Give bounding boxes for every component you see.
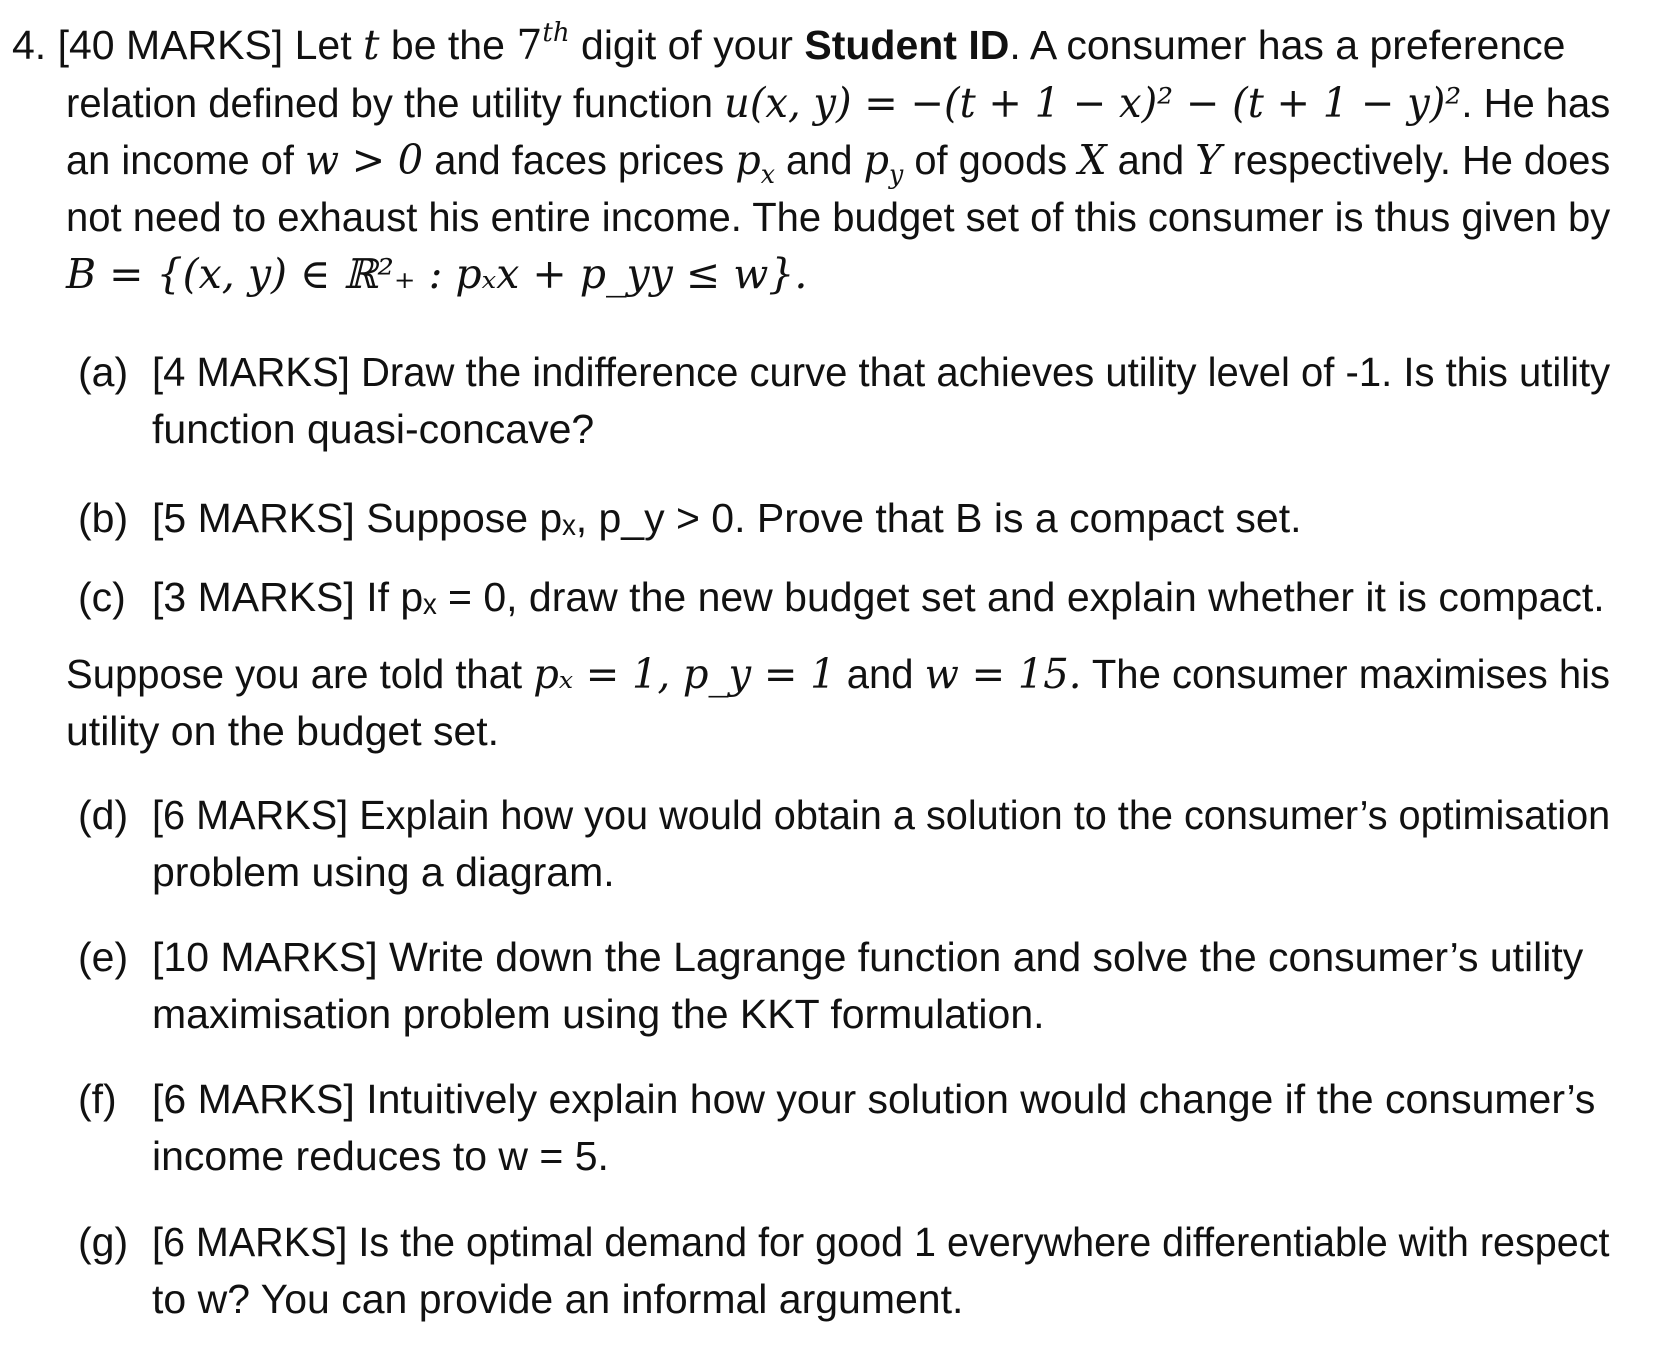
- math-variable: Y: [1195, 136, 1222, 184]
- math-variable: X: [1078, 136, 1107, 184]
- part-a-text: Draw the indifference curve that achieves utility level of -1. Is this utility: [361, 349, 1611, 395]
- math-expression: w > 0: [305, 136, 424, 184]
- part-c-label: (c): [78, 574, 126, 620]
- part-e-line-1: [152, 926, 1583, 988]
- part-g-marks: [6 MARKS]: [152, 1219, 348, 1265]
- part-d-marks: [6 MARKS]: [152, 792, 349, 838]
- part-e-label: (e): [78, 934, 129, 980]
- part-c-marks: [3 MARKS]: [152, 574, 355, 620]
- utility-function: u(x, y) = −(t + 1 − x)² − (t + 1 − y)²: [724, 79, 1462, 127]
- part-f-line-2: [152, 1125, 609, 1187]
- intro-text: an income of: [66, 137, 294, 183]
- part-g-text: Is the optimal demand for good 1 everywhere differentiable with respect: [358, 1219, 1610, 1265]
- part-e-text: Write down the Lagrange function and solve the consumer’s utility: [389, 934, 1584, 980]
- part-b-line-1: [152, 487, 1302, 549]
- part-a-line-2: [152, 398, 594, 460]
- intro-text: respectively. He does: [1232, 137, 1611, 183]
- part-c-line-1: [152, 566, 1605, 628]
- middle-line-1: [66, 643, 1610, 705]
- part-e-marks: [10 MARKS]: [152, 934, 378, 980]
- intro-text: . He has: [1461, 80, 1611, 126]
- part-b-text: Suppose pₓ, p_y > 0. Prove that B is a compact set.: [366, 495, 1302, 541]
- part-e-text: maximisation problem using the KKT formulation.: [152, 991, 1045, 1037]
- part-f-label: (f): [78, 1076, 117, 1122]
- part-d-label: (d): [78, 792, 129, 838]
- part-f-line-1: [152, 1068, 1595, 1130]
- part-d-line-1: [152, 784, 1610, 846]
- intro-text: not need to exhaust his entire income. The budget set of this consumer is thus given by: [66, 194, 1611, 240]
- intro-text: and: [1117, 137, 1185, 183]
- intro-text: relation defined by the utility function: [66, 80, 713, 126]
- math-expression: $p_x$: [735, 136, 775, 190]
- part-f-text: income reduces to w = 5.: [152, 1133, 609, 1179]
- intro-text: Let: [294, 22, 352, 68]
- middle-text: and: [846, 651, 914, 697]
- math-expression: w = 15.: [924, 650, 1082, 698]
- part-a-line-1: [152, 341, 1610, 403]
- part-f-marks: [6 MARKS]: [152, 1076, 355, 1122]
- intro-text: of goods: [914, 137, 1068, 183]
- middle-text: The consumer maximises his: [1091, 651, 1611, 697]
- part-g-label: (g): [78, 1219, 129, 1265]
- part-f-text: Intuitively explain how your solution would change if the consumer’s: [366, 1076, 1596, 1122]
- part-a-text: function quasi-concave?: [152, 406, 595, 452]
- student-id-label: Student ID: [804, 22, 1010, 68]
- intro-text: . A consumer has a preference: [1009, 22, 1566, 68]
- intro-text: and: [786, 137, 853, 183]
- budget-set-definition: B = {(x, y) ∈ ℝ²₊ : pₓx + p_yy ≤ w}.: [66, 250, 808, 298]
- intro-text: be the: [390, 22, 505, 68]
- intro-text: digit of your: [581, 22, 793, 68]
- part-a-label: (a): [78, 349, 129, 395]
- math-expression: $p_y$: [863, 136, 904, 190]
- middle-text: utility on the budget set.: [66, 708, 500, 754]
- math-variable: t: [363, 21, 380, 69]
- intro-text: and faces prices: [434, 137, 725, 183]
- part-d-text: problem using a diagram.: [152, 849, 615, 895]
- intro-line-2: [66, 72, 1610, 134]
- math-expression: pₓ = 1, p_y = 1: [533, 650, 836, 698]
- part-e-line-2: [152, 983, 1045, 1045]
- part-c-text: If pₓ = 0, draw the new budget set and explain whether it is compact.: [366, 574, 1605, 620]
- part-g-text: to w? You can provide an informal argument.: [152, 1276, 964, 1322]
- math-expression: 7th: [516, 18, 570, 69]
- question-number: 4.: [12, 22, 47, 68]
- part-g-line-2: [152, 1268, 963, 1330]
- part-d-text: Explain how you would obtain a solution to the consumer’s optimisation: [359, 792, 1611, 838]
- part-a-marks: [4 MARKS]: [152, 349, 350, 395]
- part-d-line-2: [152, 841, 615, 903]
- part-b-label: (b): [78, 495, 129, 541]
- middle-text: Suppose you are told that: [66, 651, 523, 697]
- question-marks: [40 MARKS]: [57, 22, 284, 68]
- part-b-marks: [5 MARKS]: [152, 495, 355, 541]
- intro-line-4: [66, 186, 1610, 248]
- intro-line-5: [66, 243, 807, 305]
- part-g-line-1: [152, 1211, 1609, 1273]
- intro-line-1: [12, 14, 1610, 76]
- middle-line-2: [66, 700, 499, 762]
- intro-line-3: [66, 129, 1610, 191]
